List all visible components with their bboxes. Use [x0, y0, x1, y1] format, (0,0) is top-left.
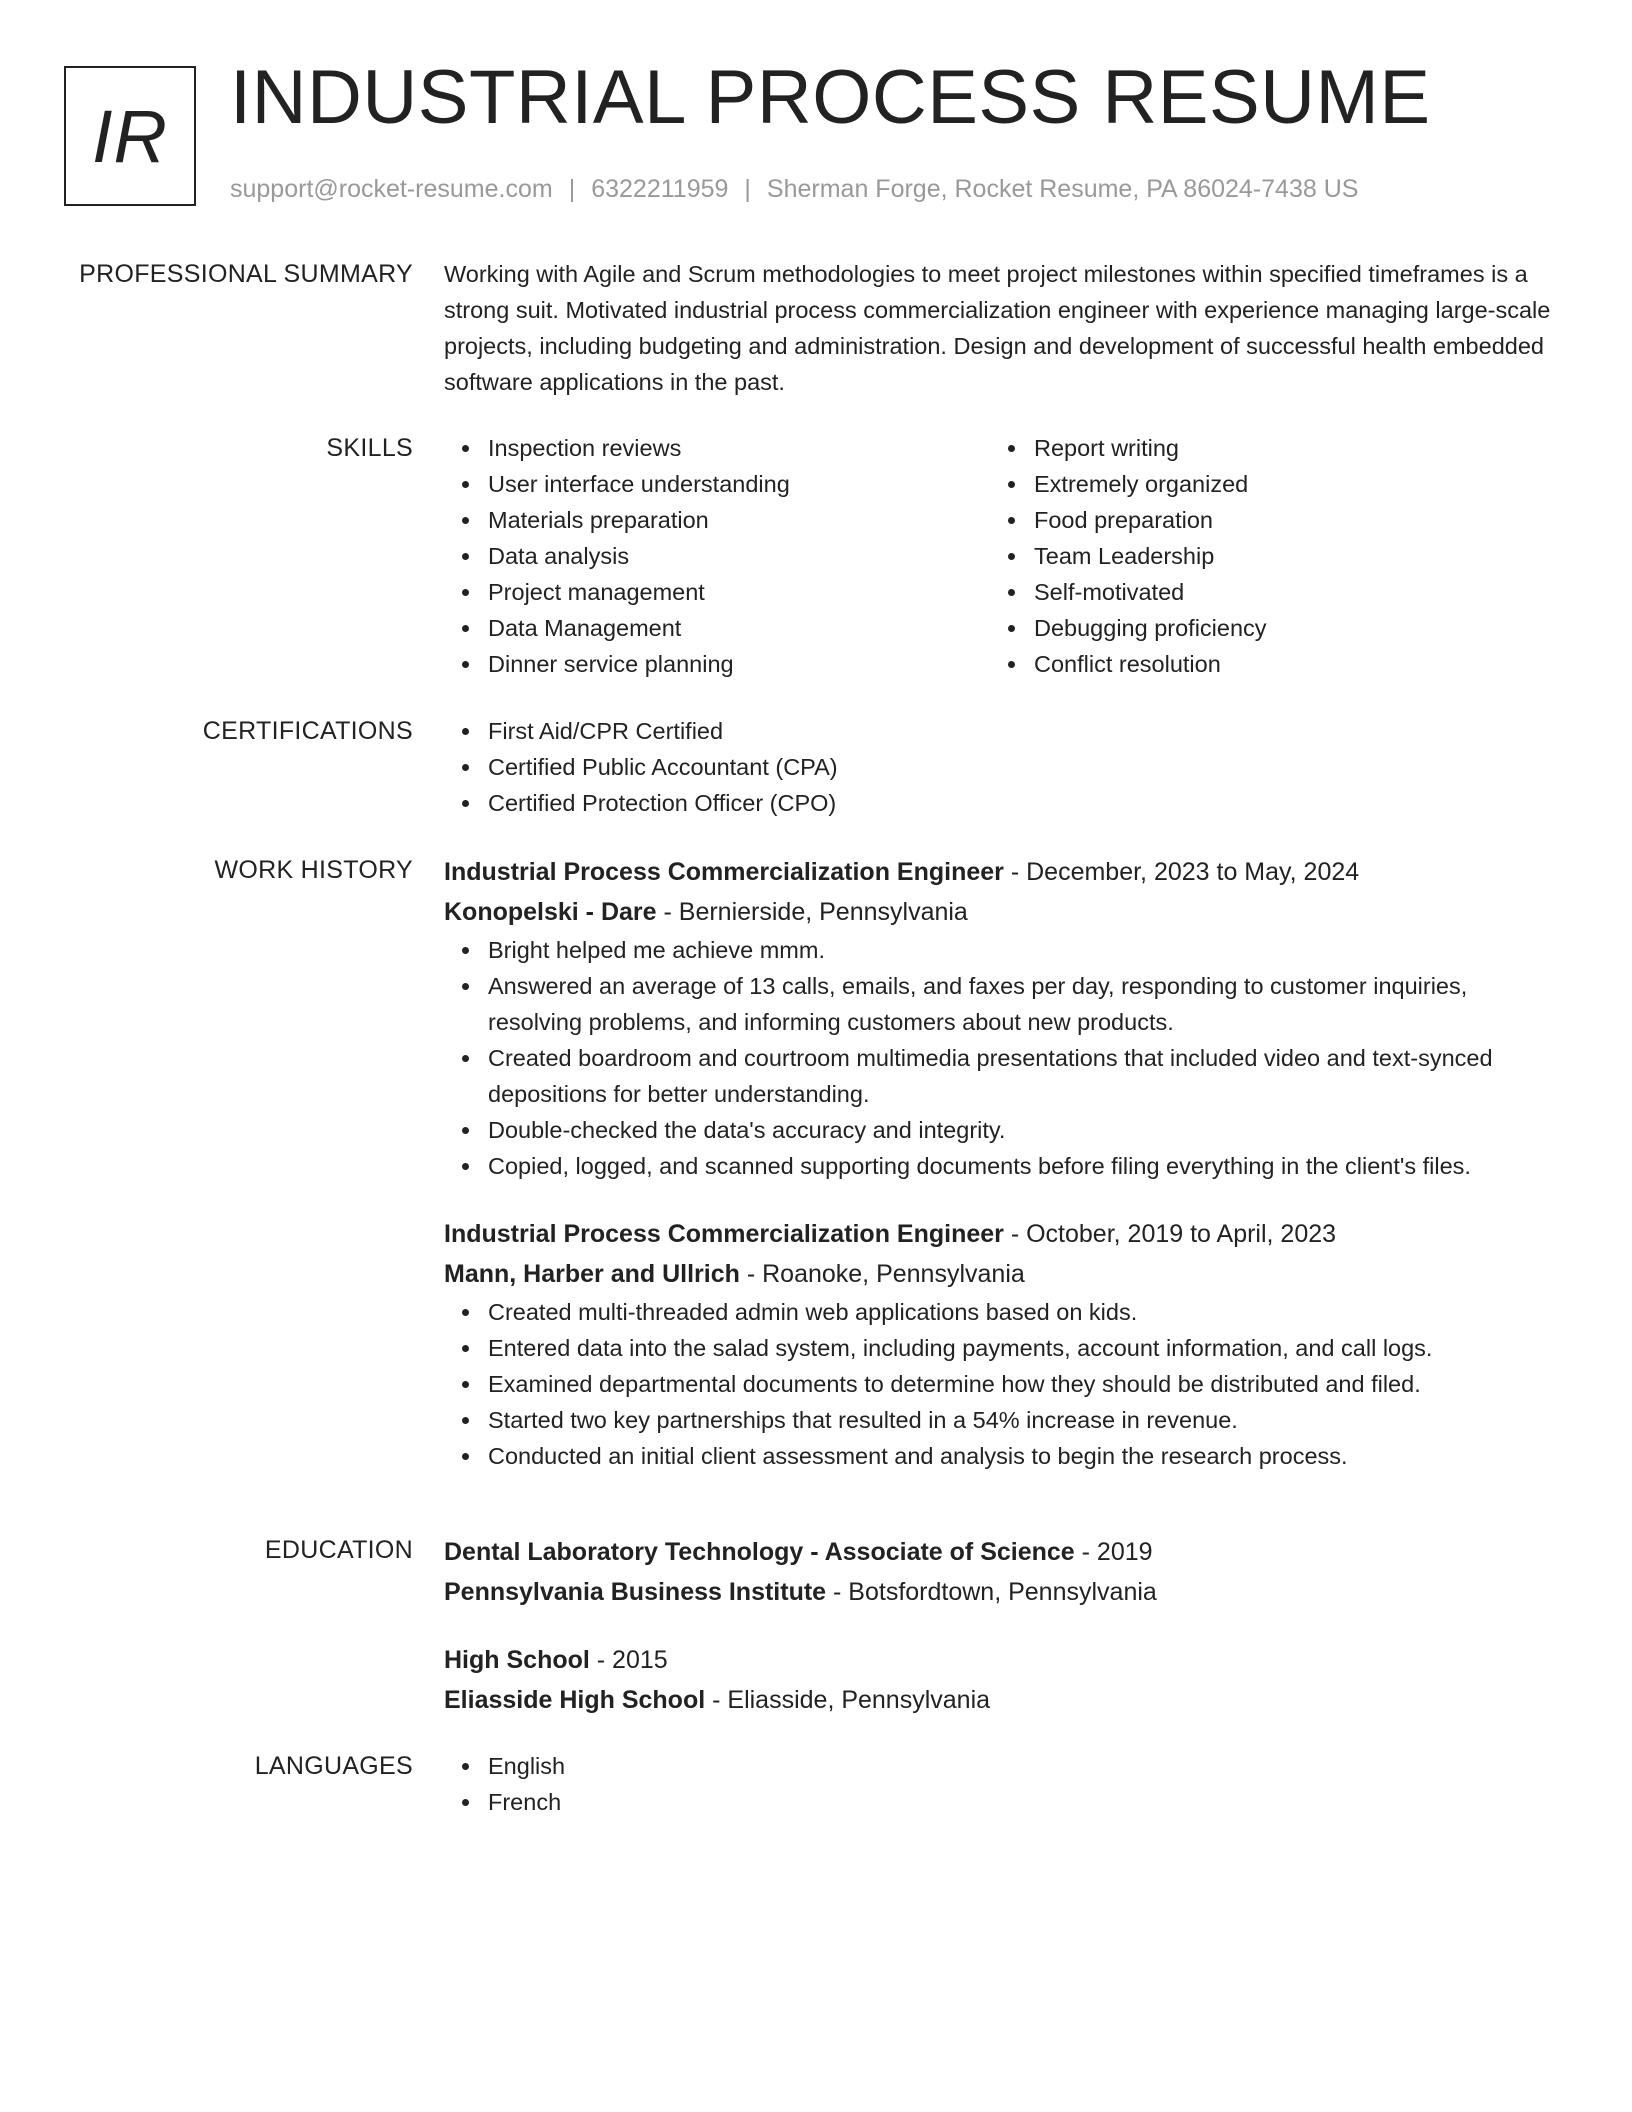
- skill-item: Data Management: [488, 610, 990, 646]
- job-duty: Created multi-threaded admin web applications based on kids.: [488, 1294, 1564, 1330]
- skill-item: Data analysis: [488, 538, 990, 574]
- job-duty: Answered an average of 13 calls, emails, and faxes per day, responding to customer inquiries, resolving problems, and informing customers about new products.: [488, 968, 1564, 1040]
- certification-item: Certified Public Accountant (CPA): [488, 749, 1564, 785]
- job-duty: Copied, logged, and scanned supporting documents before filing everything in the client's files.: [488, 1148, 1564, 1184]
- contact-separator: |: [744, 175, 751, 203]
- job-dates: - October, 2019 to April, 2023: [1003, 1220, 1337, 1248]
- skill-item: Team Leadership: [1034, 538, 1536, 574]
- job-title-line: [444, 852, 1564, 892]
- language-item: French: [488, 1784, 1564, 1820]
- contact-phone[interactable]: 6322211959: [591, 175, 729, 203]
- certification-item: Certified Protection Officer (CPO): [488, 785, 1564, 821]
- education-entry: [444, 1532, 1564, 1612]
- education-year: - 2015: [589, 1646, 668, 1674]
- skill-item: Extremely organized: [1034, 466, 1536, 502]
- education-school-line: [444, 1680, 1564, 1720]
- job-duties-list: [444, 1294, 1564, 1474]
- job-duty: Started two key partnerships that resulted in a 54% increase in revenue.: [488, 1402, 1564, 1438]
- skills-list: [444, 430, 990, 682]
- education-degree: High School: [444, 1646, 590, 1674]
- skills-column-right: [990, 430, 1536, 682]
- resume-title: INDUSTRIAL PROCESS RESUME: [230, 55, 1431, 140]
- job-title-line: [444, 1214, 1564, 1254]
- job-duties-list: [444, 932, 1564, 1184]
- job-company: Konopelski - Dare: [444, 898, 657, 926]
- skill-item: Debugging proficiency: [1034, 610, 1536, 646]
- contact-separator: |: [568, 175, 576, 203]
- languages-body: [444, 1748, 1564, 1820]
- skill-item: Food preparation: [1034, 502, 1536, 538]
- education-body: [444, 1532, 1564, 1720]
- summary-text: Working with Agile and Scrum methodologies to meet project milestones within specified timeframes is a strong suit. Motivated industrial process commercialization engineer with experience managing large-scale projects, including budgeting and administration. Design and development of successful health embedded software applications in the past.: [444, 261, 1551, 395]
- skills-heading: SKILLS: [326, 434, 413, 462]
- skills-column-left: [444, 430, 990, 682]
- job-dates: - December, 2023 to May, 2024: [1003, 858, 1360, 886]
- languages-heading: LANGUAGES: [254, 1752, 413, 1780]
- skill-item: Conflict resolution: [1034, 646, 1536, 682]
- languages-list: [444, 1748, 1564, 1820]
- job-duty: Conducted an initial client assessment and analysis to begin the research process.: [488, 1438, 1564, 1474]
- education-school-line: [444, 1572, 1564, 1612]
- job-company-line: [444, 892, 1564, 932]
- education-degree-line: [444, 1640, 1564, 1680]
- job-company: Mann, Harber and Ullrich: [444, 1260, 740, 1288]
- contact-address: Sherman Forge, Rocket Resume, PA 86024-7438 US: [766, 175, 1359, 203]
- work-history-body: [444, 852, 1564, 1474]
- job-entry: [444, 852, 1564, 1184]
- contact-email[interactable]: support@rocket-resume.com: [230, 175, 553, 203]
- education-school: Eliasside High School: [444, 1686, 706, 1714]
- job-entry: [444, 1214, 1564, 1474]
- job-duty: Entered data into the salad system, including payments, account information, and call logs.: [488, 1330, 1564, 1366]
- education-degree: Dental Laboratory Technology - Associate of Science: [444, 1538, 1075, 1566]
- job-duty: Examined departmental documents to determine how they should be distributed and filed.: [488, 1366, 1564, 1402]
- job-location: - Bernierside, Pennsylvania: [656, 898, 968, 926]
- skill-item: Self-motivated: [1034, 574, 1536, 610]
- job-location: - Roanoke, Pennsylvania: [739, 1260, 1025, 1288]
- job-title: Industrial Process Commercialization Engineer: [444, 1220, 1004, 1248]
- education-location: - Botsfordtown, Pennsylvania: [826, 1578, 1157, 1606]
- education-year: - 2019: [1074, 1538, 1153, 1566]
- job-duty: Created boardroom and courtroom multimedia presentations that included video and text-synced depositions for better understanding.: [488, 1040, 1564, 1112]
- monogram-badge: IR: [64, 66, 196, 206]
- skill-item: Inspection reviews: [488, 430, 990, 466]
- skill-item: Report writing: [1034, 430, 1536, 466]
- job-duty: Bright helped me achieve mmm.: [488, 932, 1564, 968]
- certification-item: First Aid/CPR Certified: [488, 713, 1564, 749]
- skill-item: User interface understanding: [488, 466, 990, 502]
- certifications-list: [444, 713, 1564, 821]
- certifications-body: [444, 713, 1564, 821]
- summary-body: [444, 256, 1564, 400]
- work-history-heading: WORK HISTORY: [214, 856, 413, 884]
- skill-item: Materials preparation: [488, 502, 990, 538]
- job-title: Industrial Process Commercialization Engineer: [444, 858, 1004, 886]
- skills-body: [444, 430, 1564, 682]
- skills-list: [990, 430, 1536, 682]
- certifications-heading: CERTIFICATIONS: [202, 717, 413, 745]
- job-company-line: [444, 1254, 1564, 1294]
- education-location: - Eliasside, Pennsylvania: [705, 1686, 991, 1714]
- contact-line: [230, 175, 1358, 204]
- education-degree-line: [444, 1532, 1564, 1572]
- job-duty: Double-checked the data's accuracy and integrity.: [488, 1112, 1564, 1148]
- education-entry: [444, 1640, 1564, 1720]
- skill-item: Project management: [488, 574, 990, 610]
- education-heading: EDUCATION: [264, 1536, 413, 1564]
- summary-heading: PROFESSIONAL SUMMARY: [79, 260, 413, 288]
- language-item: English: [488, 1748, 1564, 1784]
- education-school: Pennsylvania Business Institute: [444, 1578, 827, 1606]
- skill-item: Dinner service planning: [488, 646, 990, 682]
